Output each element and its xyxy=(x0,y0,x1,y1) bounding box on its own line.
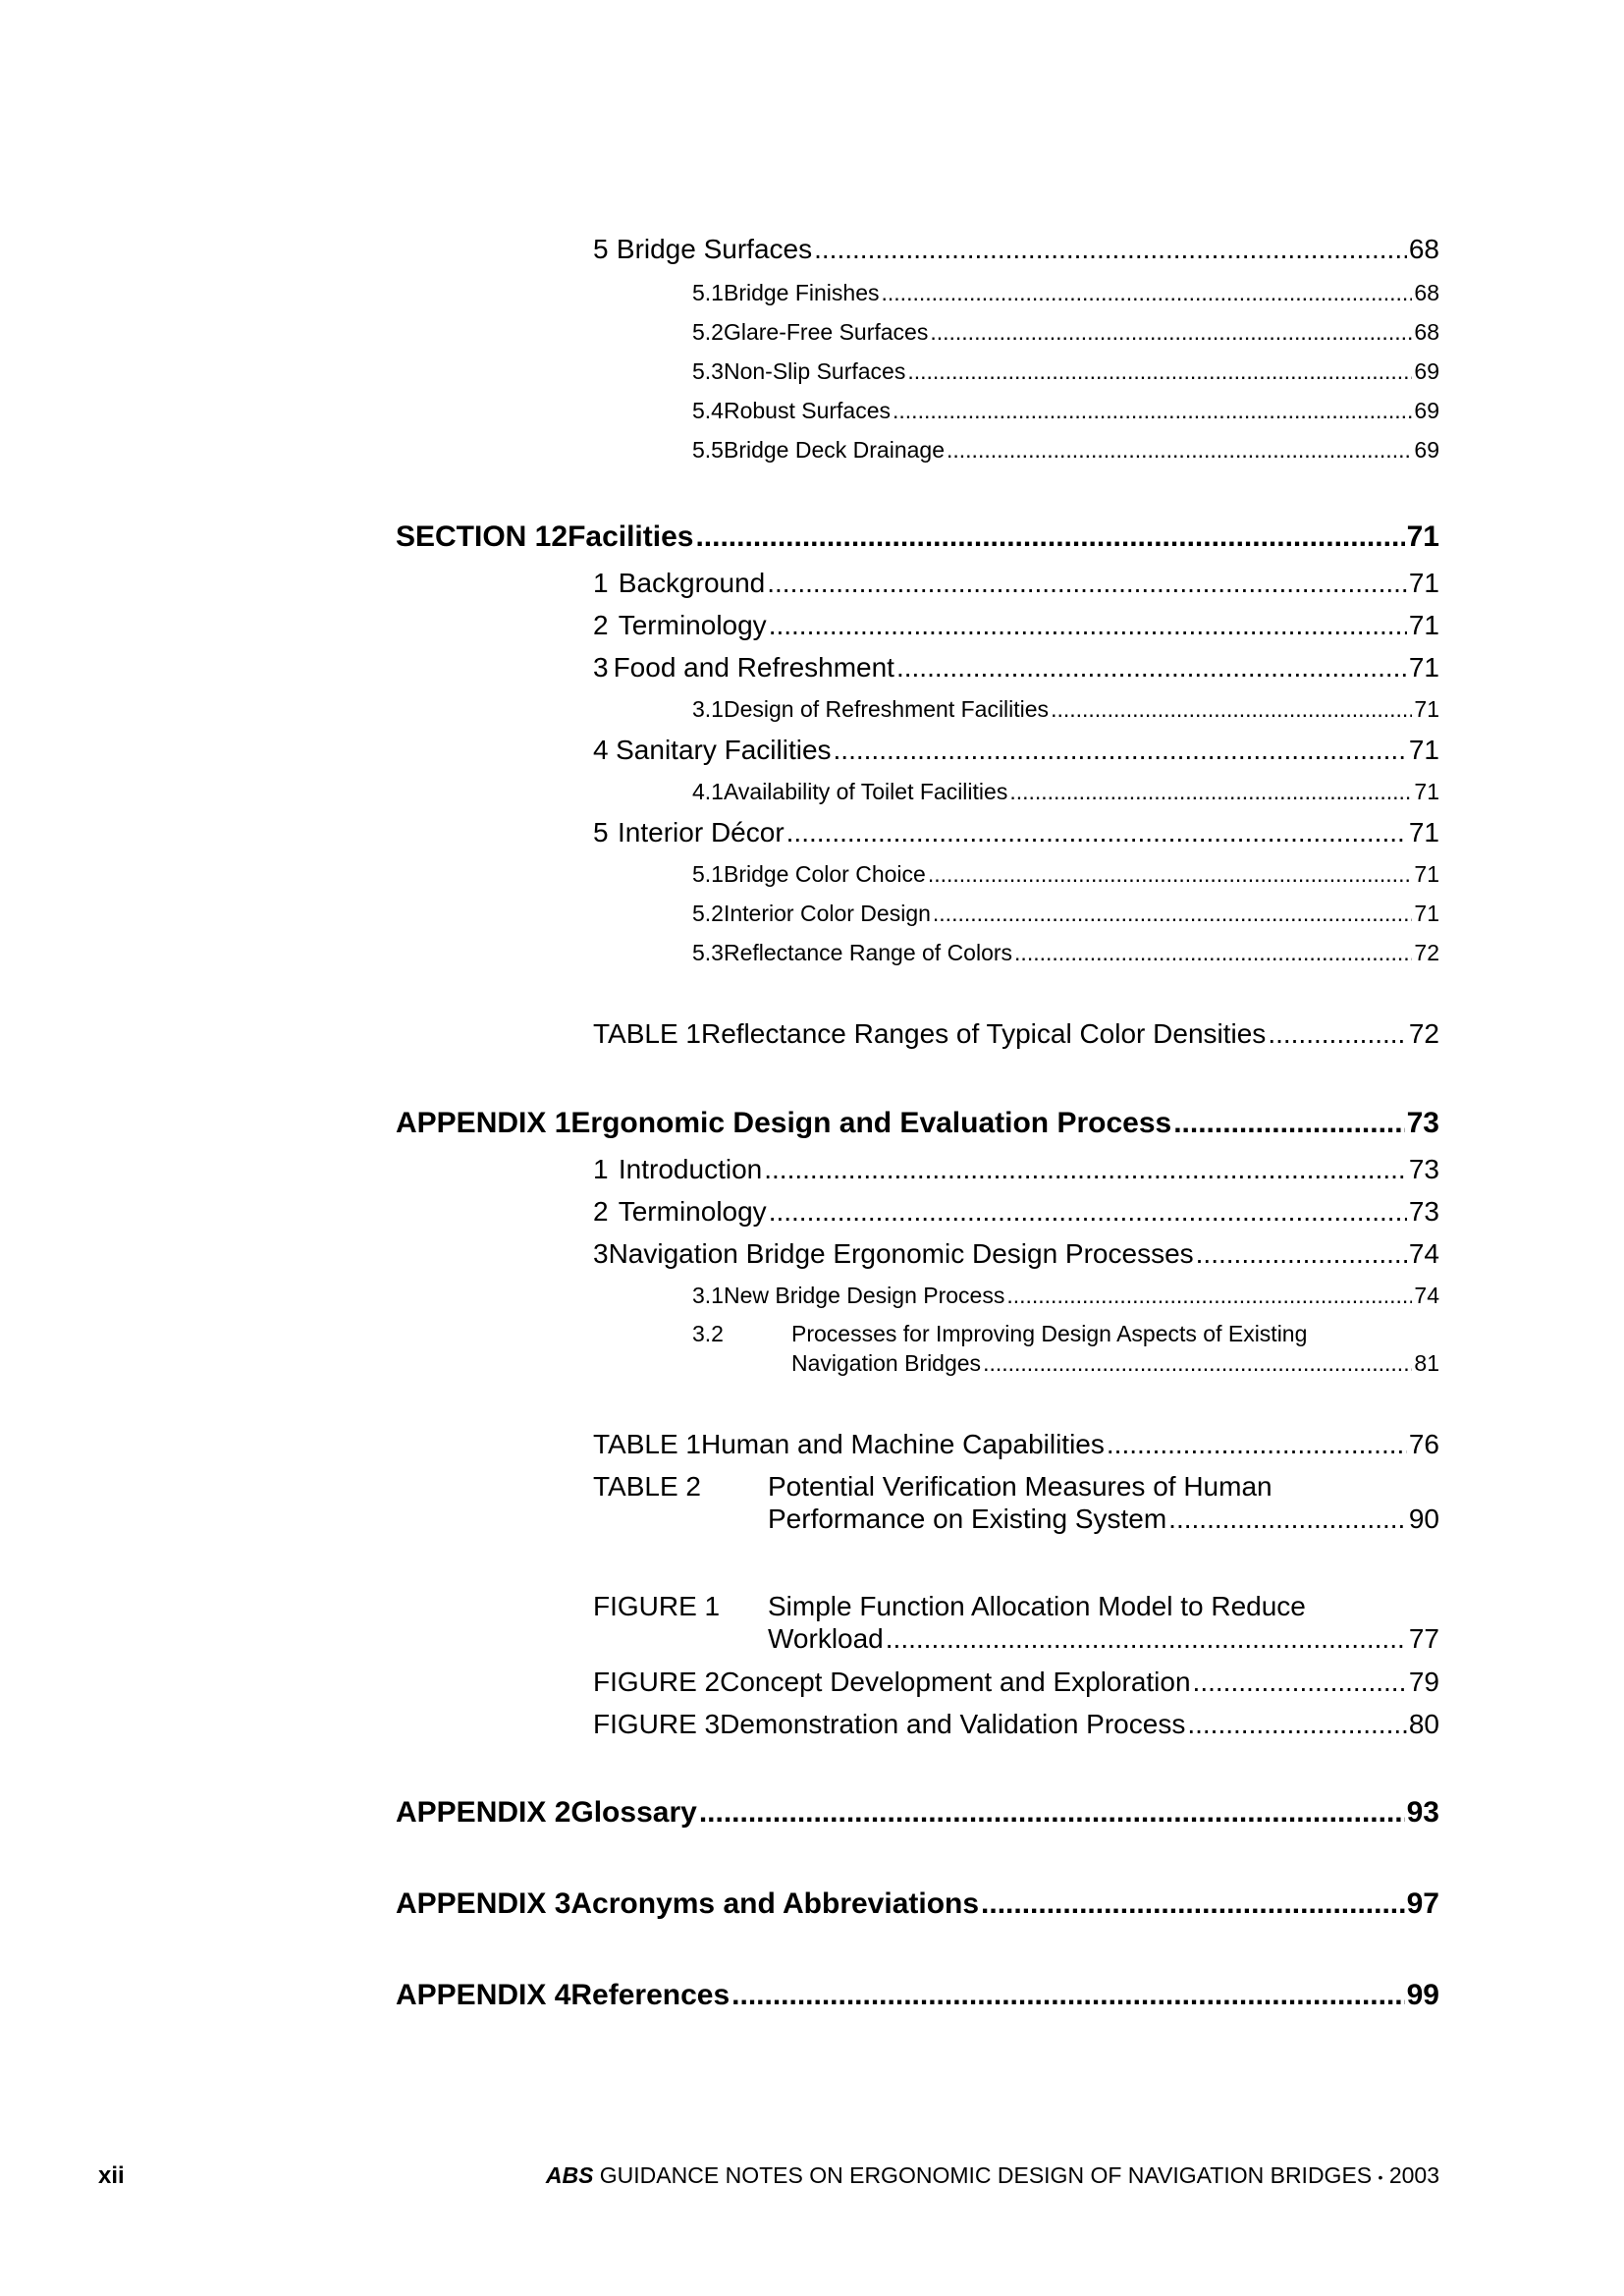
dot-leader xyxy=(731,1979,1404,2012)
toc-entry xyxy=(593,1238,1439,1270)
entry-title: Navigation Bridge Ergonomic Design Processes xyxy=(608,1238,1194,1269)
footer-year: 2003 xyxy=(1388,2162,1439,2188)
section-title: Glossary xyxy=(570,1796,697,1829)
entry-title: Reflectance Range of Colors xyxy=(723,940,1013,965)
entry-number: 5.2 xyxy=(692,319,724,345)
dot-leader xyxy=(882,280,1413,306)
entry-number: 3 xyxy=(593,652,609,683)
entry-title: New Bridge Design Process xyxy=(723,1283,1005,1308)
entry-page: 69 xyxy=(1414,398,1439,423)
section-page: 93 xyxy=(1406,1796,1439,1829)
table-title-line2: Performance on Existing System xyxy=(768,1503,1167,1534)
entry-title: Glare-Free Surfaces xyxy=(723,319,929,345)
table-title: Reflectance Ranges of Typical Color Densities xyxy=(700,1018,1267,1049)
table-label: TABLE 1 xyxy=(593,1429,701,1459)
entry-page: 80 xyxy=(1408,1709,1439,1739)
entry-number: 3.1 xyxy=(692,696,724,722)
dot-leader xyxy=(896,652,1407,683)
entry-number: 5.1 xyxy=(692,280,724,305)
dot-leader xyxy=(1268,1018,1407,1050)
entry-number: 3 xyxy=(593,1238,609,1269)
section-heading xyxy=(396,1107,1439,1140)
toc-figure-entry xyxy=(593,1709,1439,1740)
page-number: xii xyxy=(98,2162,125,2189)
figure-label: FIGURE 3 xyxy=(593,1709,721,1739)
toc-table-continuation xyxy=(768,1503,1439,1535)
figure-title: Concept Development and Exploration xyxy=(720,1667,1191,1697)
abs-logo: ABS xyxy=(545,2162,594,2188)
entry-page: 77 xyxy=(1408,1623,1439,1654)
dot-leader xyxy=(930,319,1412,346)
entry-title: Introduction xyxy=(618,1154,763,1184)
dot-leader xyxy=(1193,1667,1407,1698)
entry-page: 79 xyxy=(1408,1667,1439,1697)
toc-subentry xyxy=(692,1321,1439,1347)
entry-page: 69 xyxy=(1414,437,1439,463)
entry-title-line1: Processes for Improving Design Aspects of Existing xyxy=(791,1321,1308,1346)
toc-entry xyxy=(593,652,1439,683)
toc-entry xyxy=(593,735,1439,766)
entry-number: 3.1 xyxy=(692,1283,724,1308)
footer-bullet: • xyxy=(1378,2168,1383,2185)
entry-number: 5 xyxy=(593,234,609,264)
section-title: Facilities xyxy=(568,520,694,553)
dot-leader xyxy=(933,901,1413,927)
toc-subentry xyxy=(692,779,1439,805)
table-label: TABLE 1 xyxy=(593,1018,701,1049)
section-page: 71 xyxy=(1406,520,1439,553)
running-footer xyxy=(546,2162,1439,2189)
section-label: APPENDIX 2 xyxy=(396,1796,571,1829)
toc-figure-entry xyxy=(593,1667,1439,1698)
dot-leader xyxy=(907,358,1412,385)
dot-leader xyxy=(928,861,1413,888)
toc-subentry xyxy=(692,280,1439,306)
entry-title: Sanitary Facilities xyxy=(616,735,832,765)
section-heading xyxy=(396,520,1439,554)
entry-page: 71 xyxy=(1414,861,1439,887)
toc-entry xyxy=(593,1154,1439,1185)
dot-leader xyxy=(981,1887,1405,1921)
toc-subentry xyxy=(692,437,1439,464)
toc-table-entry xyxy=(593,1471,1439,1503)
figure-label: FIGURE 2 xyxy=(593,1667,721,1697)
toc-subentry xyxy=(692,940,1439,966)
entry-page: 68 xyxy=(1414,319,1439,345)
toc-entry xyxy=(593,1196,1439,1228)
dot-leader xyxy=(1196,1238,1407,1270)
dot-leader xyxy=(886,1623,1407,1655)
entry-page: 71 xyxy=(1408,652,1439,683)
entry-number: 2 xyxy=(593,610,609,640)
toc-subentry xyxy=(692,398,1439,424)
dot-leader xyxy=(1173,1107,1404,1140)
toc-subentry xyxy=(692,901,1439,927)
entry-number: 5 xyxy=(593,817,609,847)
dot-leader xyxy=(769,1196,1407,1228)
entry-title: Bridge Color Choice xyxy=(723,861,926,887)
dot-leader xyxy=(1168,1503,1407,1535)
entry-page: 74 xyxy=(1408,1238,1439,1269)
section-title: Ergonomic Design and Evaluation Process xyxy=(570,1107,1172,1139)
entry-page: 81 xyxy=(1414,1350,1439,1376)
entry-title: Bridge Deck Drainage xyxy=(723,437,945,463)
section-page: 97 xyxy=(1406,1887,1439,1920)
toc-table-entry xyxy=(593,1018,1439,1050)
entry-number: 1 xyxy=(593,568,609,598)
entry-title: Terminology xyxy=(618,1196,767,1227)
figure-title-line2: Workload xyxy=(768,1623,884,1654)
entry-number: 3.2 xyxy=(692,1321,724,1346)
figure-title: Demonstration and Validation Process xyxy=(720,1709,1186,1739)
dot-leader xyxy=(695,520,1404,554)
dot-leader xyxy=(767,568,1407,599)
entry-page: 71 xyxy=(1408,735,1439,765)
toc-subentry xyxy=(692,319,1439,346)
section-label: APPENDIX 1 xyxy=(396,1107,571,1139)
entry-page: 71 xyxy=(1408,568,1439,598)
entry-page: 68 xyxy=(1414,280,1439,305)
dot-leader xyxy=(947,437,1412,464)
dot-leader xyxy=(814,234,1407,265)
toc-subentry xyxy=(692,358,1439,385)
table-title-line1: Potential Verification Measures of Human xyxy=(768,1471,1272,1502)
entry-page: 71 xyxy=(1408,817,1439,847)
entry-title: Availability of Toilet Facilities xyxy=(723,779,1008,804)
dot-leader xyxy=(1051,696,1412,723)
toc-subentry xyxy=(692,1283,1439,1309)
entry-number: 5.4 xyxy=(692,398,724,423)
entry-page: 71 xyxy=(1414,696,1439,722)
entry-page: 71 xyxy=(1408,610,1439,640)
toc-table-entry xyxy=(593,1429,1439,1460)
dot-leader xyxy=(764,1154,1407,1185)
section-label: APPENDIX 3 xyxy=(396,1887,571,1920)
entry-title: Interior Décor xyxy=(618,817,785,847)
entry-title: Background xyxy=(618,568,766,598)
section-page: 99 xyxy=(1406,1979,1439,2011)
section-title: Acronyms and Abbreviations xyxy=(570,1887,980,1920)
toc-figure-continuation xyxy=(768,1623,1439,1655)
figure-title-line1: Simple Function Allocation Model to Reduce xyxy=(768,1591,1306,1621)
entry-page: 90 xyxy=(1408,1503,1439,1534)
dot-leader xyxy=(1187,1709,1407,1740)
entry-page: 68 xyxy=(1408,234,1439,264)
entry-page: 69 xyxy=(1414,358,1439,384)
table-label: TABLE 2 xyxy=(593,1471,701,1502)
entry-number: 5.1 xyxy=(692,861,724,887)
section-heading xyxy=(396,1887,1439,1921)
section-label: APPENDIX 4 xyxy=(396,1979,571,2011)
dot-leader xyxy=(983,1350,1412,1377)
toc-subentry xyxy=(692,696,1439,723)
entry-title: Bridge Surfaces xyxy=(616,234,813,264)
section-title: References xyxy=(570,1979,731,2011)
dot-leader xyxy=(834,735,1407,766)
toc-subentry xyxy=(692,861,1439,888)
dot-leader xyxy=(893,398,1412,424)
section-heading xyxy=(396,1979,1439,2012)
dot-leader xyxy=(1006,1283,1412,1309)
entry-title-line2: Navigation Bridges xyxy=(791,1350,982,1376)
entry-title: Non-Slip Surfaces xyxy=(723,358,906,384)
toc-subentry-continuation xyxy=(791,1350,1439,1377)
dot-leader xyxy=(769,610,1407,641)
toc-entry xyxy=(593,568,1439,599)
entry-title: Design of Refreshment Facilities xyxy=(723,696,1050,722)
entry-title: Interior Color Design xyxy=(723,901,931,926)
entry-number: 5.3 xyxy=(692,940,724,965)
toc-figure-entry xyxy=(593,1591,1439,1622)
entry-title: Robust Surfaces xyxy=(723,398,892,423)
dot-leader xyxy=(699,1796,1405,1830)
dot-leader xyxy=(1009,779,1412,805)
entry-number: 1 xyxy=(593,1154,609,1184)
entry-page: 73 xyxy=(1408,1154,1439,1184)
section-heading xyxy=(396,1796,1439,1830)
section-page: 73 xyxy=(1406,1107,1439,1139)
entry-page: 72 xyxy=(1414,940,1439,965)
figure-label: FIGURE 1 xyxy=(593,1591,721,1621)
toc-entry xyxy=(593,234,1439,265)
entry-page: 73 xyxy=(1408,1196,1439,1227)
entry-page: 72 xyxy=(1408,1018,1439,1049)
entry-number: 4 xyxy=(593,735,609,765)
entry-number: 5.3 xyxy=(692,358,724,384)
entry-number: 5.2 xyxy=(692,901,724,926)
toc-entry xyxy=(593,610,1439,641)
entry-title: Terminology xyxy=(618,610,767,640)
dot-leader xyxy=(786,817,1407,848)
entry-number: 2 xyxy=(593,1196,609,1227)
entry-title: Food and Refreshment xyxy=(613,652,894,683)
table-title: Human and Machine Capabilities xyxy=(700,1429,1105,1459)
section-label: SECTION 12 xyxy=(396,520,568,553)
entry-page: 74 xyxy=(1414,1283,1439,1308)
entry-title: Bridge Finishes xyxy=(723,280,880,305)
footer-title: GUIDANCE NOTES ON ERGONOMIC DESIGN OF NAVIGATION BRIDGES xyxy=(599,2162,1373,2188)
entry-page: 71 xyxy=(1414,779,1439,804)
entry-page: 71 xyxy=(1414,901,1439,926)
dot-leader xyxy=(1107,1429,1407,1460)
entry-number: 4.1 xyxy=(692,779,724,804)
dot-leader xyxy=(1014,940,1412,966)
toc-entry xyxy=(593,817,1439,848)
entry-page: 76 xyxy=(1408,1429,1439,1459)
entry-number: 5.5 xyxy=(692,437,724,463)
